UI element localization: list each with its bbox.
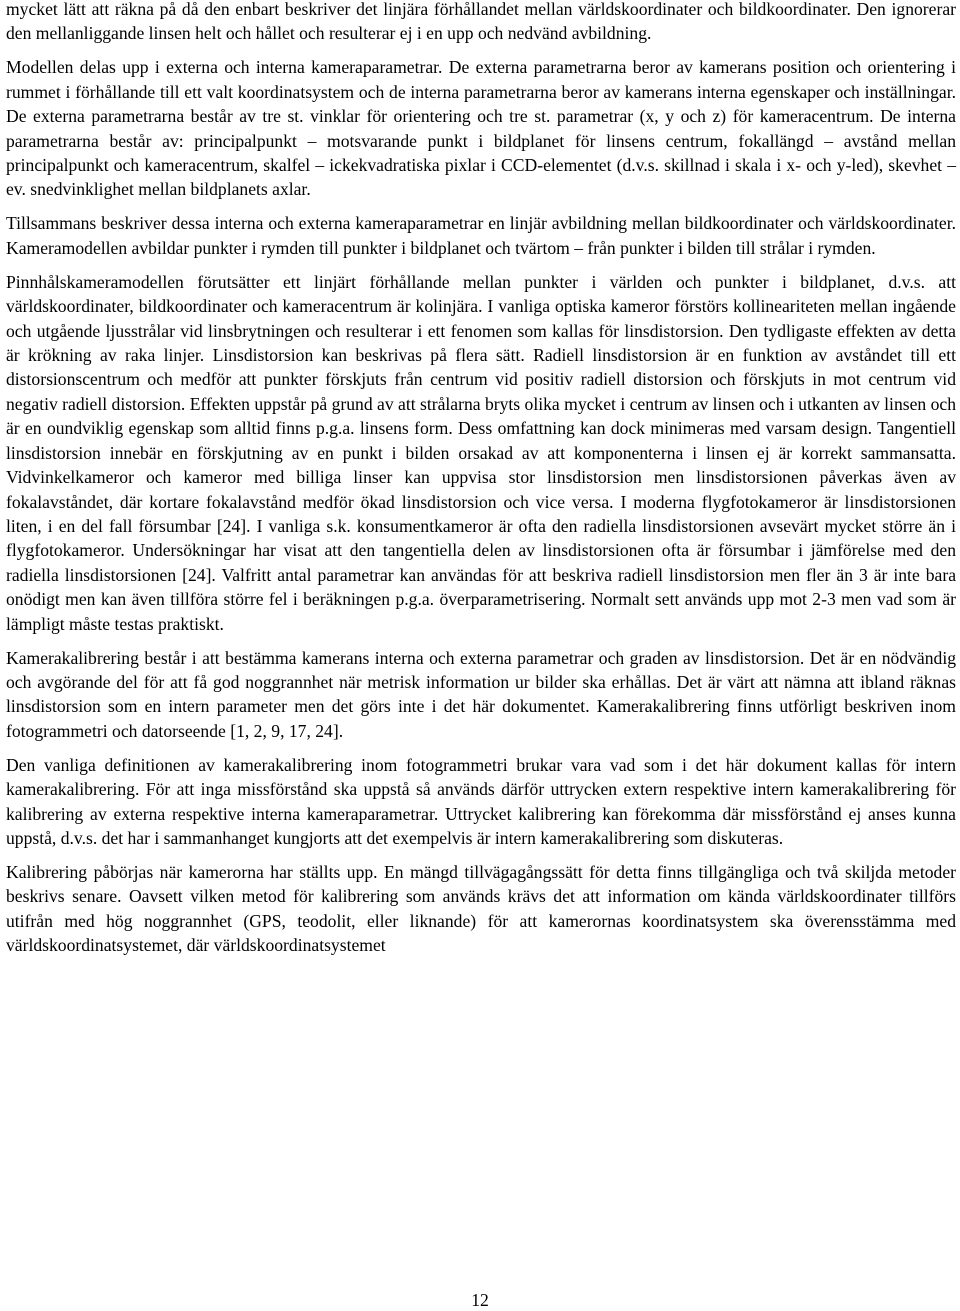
paragraph-calibration-definition: Den vanliga definitionen av kamerakalibrering inom fotogrammetri brukar vara vad som i det här dokument kallas för intern kamerakalibrering. För att inga missförstånd ska uppstå så används därför uttrycken extern respektive intern kamerakalibrering för kalibrering av externa respektive interna kameraparametrar. Uttrycket kalibrering kan förekomma där missförstånd ej anses kunna uppstå, d.v.s. det har i sammanhanget kungjorts att det exempelvis är intern kamerakalibrering som diskuteras. <box>6 754 956 848</box>
paragraph-camera-parameters: Modellen delas upp i externa och interna kameraparametrar. De externa parametrarna beror av kamerans position och orientering i rummet i förhållande till ett valt koordinatsystem och de interna parametrarna beror av kamerans interna egenskaper och inställningar. De externa parametrarna består av tre st. vinklar för orientering och tre st. parametrar (x, y och z) för kameracentrum. De interna parametrarna består av: principalpunkt – motsvarande punkt i bildplanet för linsens centrum, fokallängd – avstånd mellan principalpunkt och kameracentrum, skalfel – ickekvadratiska pixlar i CCD-elementet (d.v.s. skillnad i skala i x- och y-led), skevhet – ev. snedvinklighet mellan bildplanets axlar. <box>6 57 956 200</box>
paragraph-lens-distortion: Pinnhålskameramodellen förutsätter ett linjärt förhållande mellan punkter i världen och punkter i bildplanet, d.v.s. att världskoordinater, bildkoordinater och kameracentrum är kolinjära. I vanliga optiska kameror förstörs kollineariteten mellan ingående och utgående ljusstrålar vid linsbrytningen och resulterar i ett fenomen som kallas för linsdistorsion. Den tydligaste effekten av detta är krökning av raka linjer. Linsdistorsion kan beskrivas på flera sätt. Radiell linsdistorsion är en funktion av avståndet till ett distorsionscentrum och medför att punkter förskjuts från centrum vid positiv radiell distorsion och förskjuts in mot centrum vid negativ radiell distorsion. Effekten uppstår på grund av att strålarna bryts olika mycket i centrum av linsen och i utkanten av linsen och är en oundviklig egenskap som alltid finns p.g.a. linsens form. Dess omfattning kan dock minimeras med varsam design. Tangentiell linsdistorsion innebär en förskjutning av en punkt i bilden orsakad av att komponenterna i linsen ej är korrekt sammansatta. Vidvinkelkameror och kameror med billiga linser kan uppvisa stor linsdistorsion men linsdistorsionen påverkas även av fokalavståndet, där kortare fokalavstånd medför ökad linsdistorsion och vice versa. I moderna flygfotokameror är linsdistorsionen liten, i en del fall försumbar [24]. I vanliga s.k. konsumentkameror är ofta den radiella linsdistorsionen avsevärt mycket större än i flygfotokameror. Undersökningar har visat att den tangentiella delen av linsdistorsionen ofta är försumbar i jämförelse med den radiella linsdistorsionen [24]. Valfritt antal parametrar kan användas för att beskriva radiell linsdistorsion men fler än 3 är inte bara onödigt men kan även tillföra större fel i beräkningen p.g.a. överparametrisering. Normalt sett används upp mot 2-3 men vad som är lämpligt måste testas praktiskt. <box>6 271 956 634</box>
paragraph-camera-calibration: Kamerakalibrering består i att bestämma kamerans interna och externa parametrar och graden av linsdistorsion. Det är en nödvändig och avgörande del för att få god noggrannhet när metrisk information ur bilder ska erhållas. Det är värt att nämna att ibland räknas linsdistorsion som en intern parameter men det görs inte i det här dokumentet. Kamerakalibrering finns utförligt beskriven inom fotogrammetri och datorseende [1, 2, 9, 17, 24]. <box>6 647 956 741</box>
paragraph-calibration-start: Kalibrering påbörjas när kamerorna har ställts upp. En mängd tillvägagångssätt för detta finns tillgängliga och två skiljda metoder beskrivs senare. Oavsett vilken metod för kalibrering som används krävs det att information om kända världskoordinater tillförs utifrån med hög noggrannhet (GPS, teodolit, eller liknande) för att kamerornas koordinatsystem ska överensstämma med världskoordinatsystemet, där världskoordinatsystemet <box>6 861 956 956</box>
page-number: 12 <box>471 1290 489 1310</box>
paragraph-linear-mapping: Tillsammans beskriver dessa interna och externa kameraparametrar en linjär avbildning mellan bildkoordinater och världskoordinater. Kameramodellen avbildar punkter i rymden till punkter i bildplanet och tvärtom – från punkter i bilden till strålar i rymden. <box>6 213 956 258</box>
paragraph-pinhole-model-continuation: mycket lätt att räkna på då den enbart beskriver det linjära förhållandet mellan världskoordinater och bildkoordinater. Den ignorerar den mellanliggande linsen helt och hållet och resulterar ej i en upp och nedvänd avbildning. <box>6 0 956 44</box>
document-body <box>6 0 956 967</box>
